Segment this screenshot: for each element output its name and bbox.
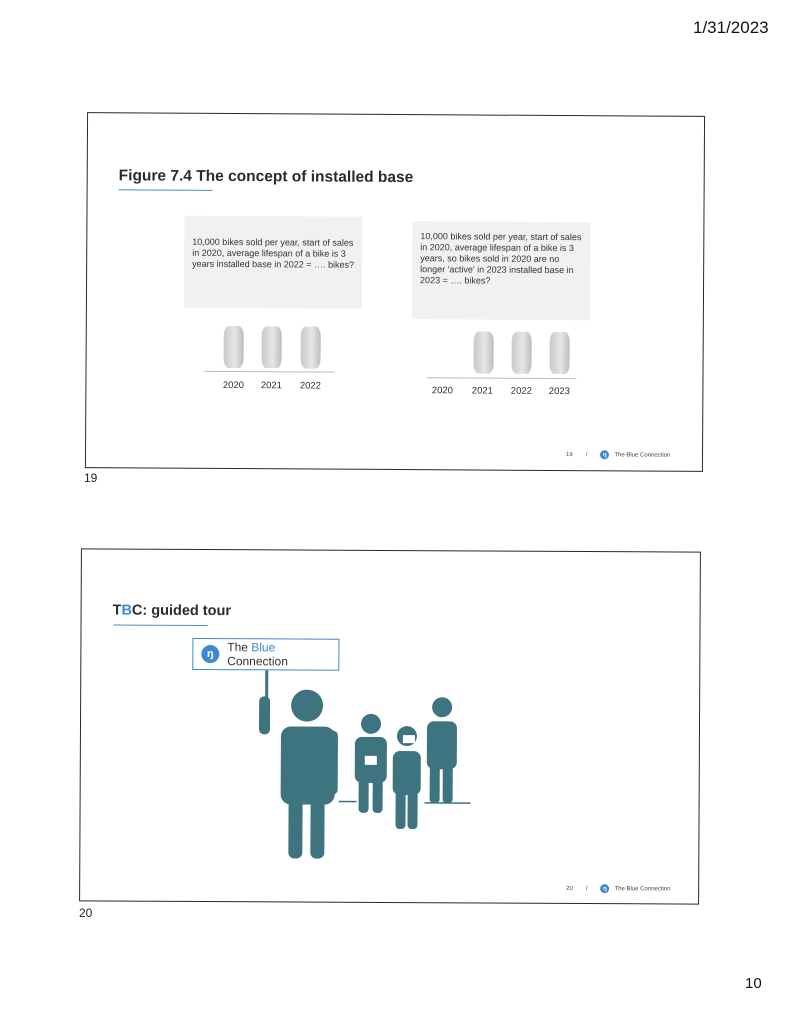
slide-footer-2 — [566, 884, 670, 894]
tick-2021: 2021 — [260, 380, 283, 392]
footer-page: 19 — [565, 451, 573, 458]
brand-logo-icon: ŋ — [201, 645, 219, 663]
slide-20 — [79, 548, 701, 904]
bar-2021 — [262, 326, 282, 368]
guide-leg-left — [288, 798, 302, 858]
bar-2020 — [224, 326, 244, 368]
tour-group-illustration — [240, 670, 481, 871]
camera-icon — [365, 756, 377, 765]
guide-body — [281, 726, 335, 804]
right-caption-box — [412, 221, 591, 320]
title-underline — [119, 189, 213, 191]
tick-2020: 2020 — [222, 379, 245, 392]
title-part-b: B — [121, 602, 132, 619]
sign-text — [227, 640, 338, 669]
tick-2021-right: 2021 — [471, 385, 493, 397]
right-caption: 10,000 bikes sold per year, start of sales in 2020, average lifespan of a bike is 3 years, so bikes sold in 2020 are no longer 'active' in 2023 installed base in 2023 = …. bikes? — [420, 231, 582, 286]
guide-head-icon — [291, 689, 323, 721]
slide-title-2 — [113, 603, 232, 620]
slide-number-19: 19 — [84, 471, 98, 485]
left-axis — [205, 371, 335, 373]
footer-separator-2: / — [585, 885, 588, 892]
sign-word-connection: Connection — [227, 654, 288, 669]
camera-icon-2 — [403, 735, 415, 743]
tick-2020-right: 2020 — [431, 385, 453, 397]
slide-19 — [85, 112, 705, 472]
tourist-3-head-icon — [432, 697, 452, 717]
guide-leg-right — [310, 799, 324, 859]
bar-2021-right — [474, 331, 494, 373]
left-caption: 10,000 bikes sold per year, start of sales in 2020, average lifespan of a bike is 3 years installed base in 2022 = …. bikes? — [192, 236, 355, 270]
bar-2023-right — [550, 332, 570, 374]
guide-raised-arm — [259, 696, 270, 734]
footer-brand: The Blue Connection — [614, 451, 671, 459]
brand-logo-icon: ŋ — [600, 884, 609, 893]
slide-footer — [566, 450, 670, 460]
sign-word-the: The — [227, 640, 248, 655]
header-date: 1/31/2023 — [693, 18, 769, 37]
page-number: 10 — [745, 975, 762, 992]
footer-separator: / — [585, 451, 588, 458]
brand-logo-icon: ŋ — [600, 450, 609, 459]
bar-2022-right — [512, 332, 532, 374]
slide-number-20: 20 — [79, 906, 93, 920]
tourist-1-head-icon — [361, 714, 381, 734]
tick-2022-right: 2022 — [510, 385, 532, 397]
footer-page-2: 20 — [566, 885, 573, 892]
blue-connection-sign — [192, 638, 339, 671]
title-part-c: C: guided tour — [131, 602, 232, 620]
bar-2022 — [301, 326, 321, 368]
guide-arm-right — [328, 731, 338, 795]
tick-2023-right: 2023 — [548, 385, 570, 398]
footer-brand-2: The Blue Connection — [614, 885, 671, 892]
tick-2022: 2022 — [299, 380, 322, 392]
right-axis — [426, 377, 576, 379]
title-part-t: T — [112, 602, 122, 619]
slide-title: Figure 7.4 The concept of installed base — [118, 167, 414, 187]
title-underline-2 — [114, 625, 208, 626]
left-caption-box — [184, 216, 363, 309]
sign-word-blue: Blue — [251, 640, 276, 655]
